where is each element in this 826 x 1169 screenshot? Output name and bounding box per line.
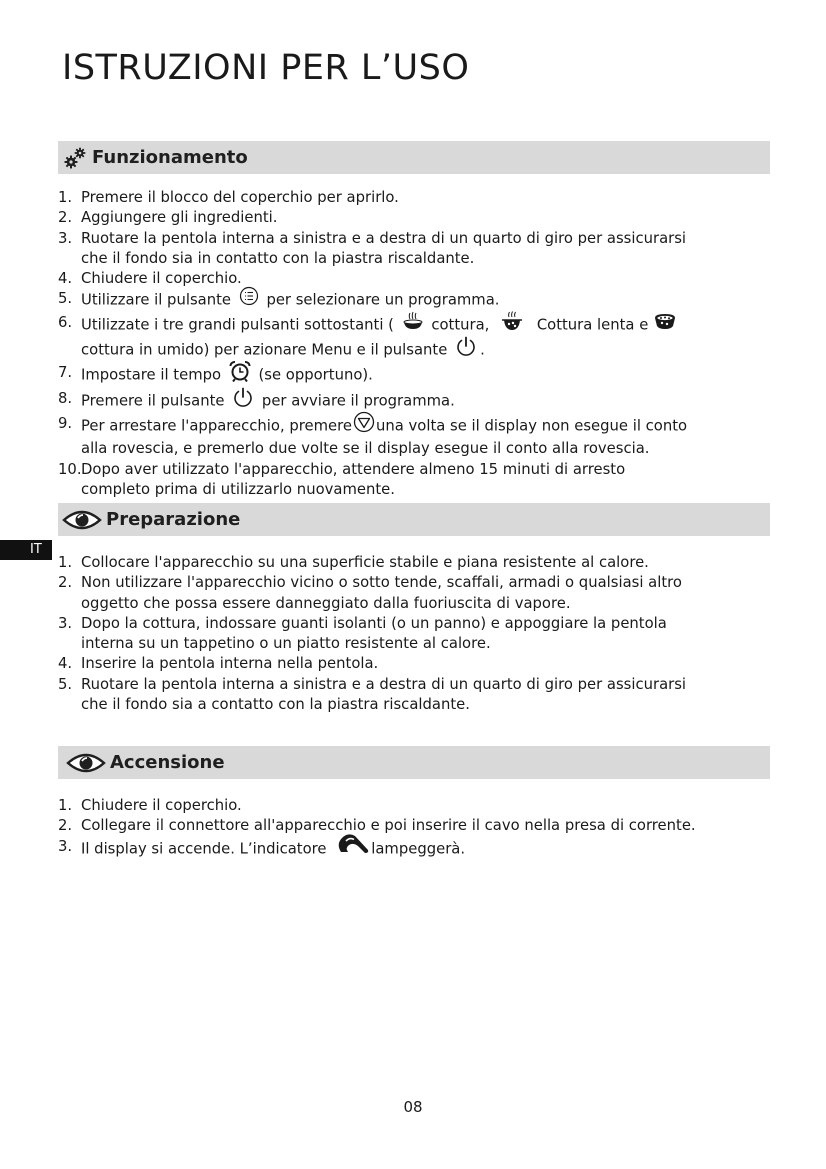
list-item: 8. Premere il pulsante per avviare il programma. (58, 389, 770, 414)
list-item: 2. Non utilizzare l'apparecchio vicino o sotto tende, scaffali, armadi o qualsiasi altro oggetto che possa essere danneggiato dalla fuoriuscita di vapore. (58, 574, 682, 612)
section-title: Funzionamento (92, 147, 248, 168)
accensione-steps (58, 796, 770, 862)
list-item: 4. Inserire la pentola interna nella pentola. (58, 655, 379, 673)
stop-triangle-icon (353, 411, 375, 439)
list-item: 4. Chiudere il coperchio. (58, 270, 242, 288)
list-item: 1. Collocare l'apparecchio su una superficie stabile e piana resistente al calore. (58, 554, 649, 571)
slow-cook-pot-icon (500, 310, 524, 338)
language-tab: IT (0, 540, 52, 560)
list-item: 1. Premere il blocco del coperchio per aprirlo. (58, 189, 399, 206)
list-item: 9. Per arrestare l'apparecchio, premere una volta se il display non esegue il conto alla rovescia, e premerlo due volte se il display esegue il conto alla rovescia. (58, 414, 770, 460)
preparazione-steps (58, 553, 770, 715)
list-item: 6. Utilizzate i tre grandi pulsanti sottostanti ( cottura, Cottura lenta e cottura in umido) per azionare Menu e il pulsante . (58, 313, 770, 364)
list-item: 3. Dopo la cottura, indossare guanti isolanti (o un panno) e appoggiare la pentola interna su un tappetino o un piatto resistente al calore. (58, 614, 667, 653)
list-item: 2. Aggiungere gli ingredienti. (58, 209, 278, 227)
list-item: 5. Utilizzare il pulsante per selezionare un programma. (58, 289, 770, 312)
page-title: ISTRUZIONI PER L’USO (62, 48, 470, 88)
list-item: 3. Ruotare la pentola interna a sinistra e a destra di un quarto di giro per assicurarsi che il fondo sia in contatto con la piastra riscaldante. (58, 229, 687, 267)
eye-icon (66, 750, 106, 776)
gears-icon (62, 145, 88, 171)
eye-icon (62, 507, 102, 533)
alarm-clock-icon (228, 360, 252, 388)
section-title: Accensione (110, 752, 225, 773)
power-icon (231, 386, 255, 414)
list-item: 7. Impostare il tempo (se opportuno). (58, 363, 770, 388)
stew-pot-icon (653, 311, 677, 337)
list-item: 10. Dopo aver utilizzato l'apparecchio, attendere almeno 15 minuti di arresto completo prima di utilizzarlo nuovamente. (58, 460, 626, 498)
funzionamento-steps (58, 188, 770, 500)
list-item: 3. Il display si accende. L’indicatore lampeggerà. (58, 837, 770, 862)
section-title: Preparazione (106, 509, 241, 530)
list-item: 2. Collegare il connettore all'apparecchio e poi inserire il cavo nella presa di corrente. (58, 817, 696, 835)
list-item: 5. Ruotare la pentola interna a sinistra e a destra di un quarto di giro per assicurarsi che il fondo sia a contatto con la piastra riscaldante. (58, 675, 687, 714)
section-header-funzionamento (58, 141, 770, 174)
power-icon (454, 335, 478, 363)
section-header-accensione (58, 746, 770, 779)
page-number: 08 (403, 1098, 423, 1116)
menu-list-icon (238, 286, 260, 312)
steaming-bowl-icon (401, 311, 425, 337)
indicator-icon (335, 832, 371, 862)
section-header-preparazione (58, 503, 770, 536)
list-item: 1. Chiudere il coperchio. (58, 797, 242, 814)
